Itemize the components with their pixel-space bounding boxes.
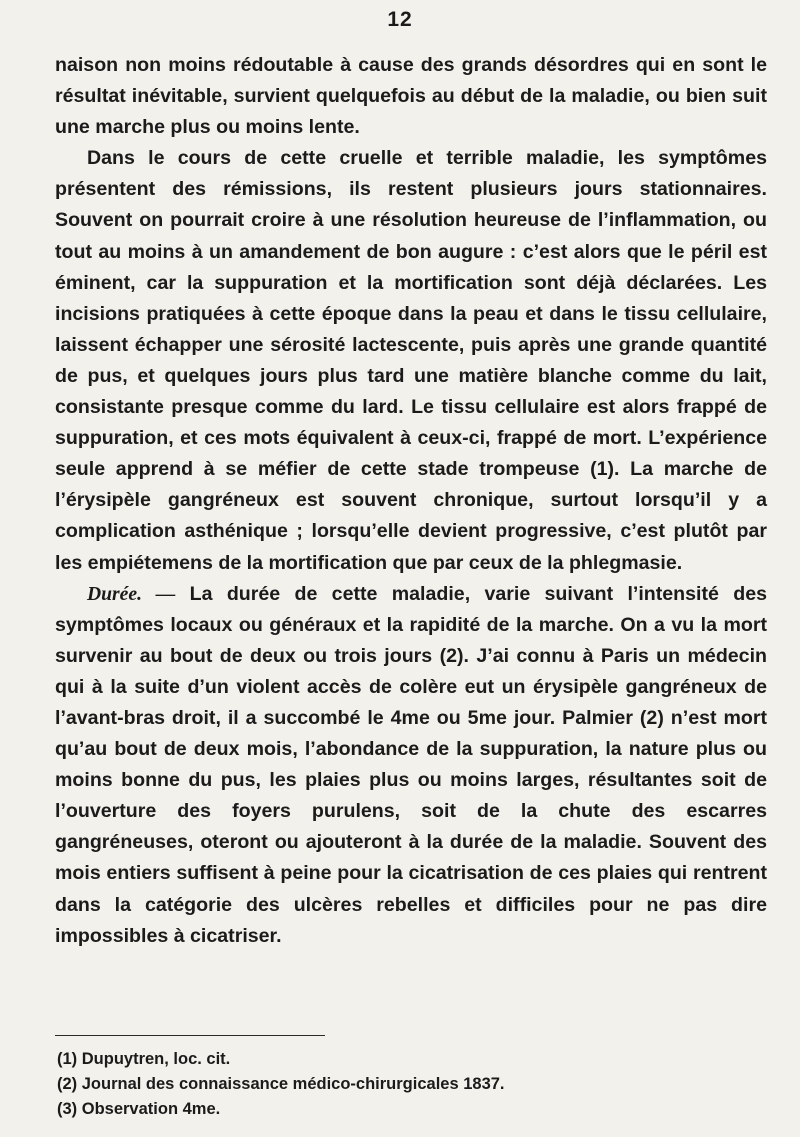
paragraph-duration <box>55 579 767 952</box>
footnote-2: (2) Journal des connaissance médico-chirurgicales 1837. <box>57 1075 505 1093</box>
footnote-1: (1) Dupuytren, loc. cit. <box>57 1050 231 1068</box>
section-heading-duree: Durée. — <box>87 583 176 605</box>
footnotes <box>57 1047 757 1122</box>
page-number: 12 <box>387 8 413 31</box>
footnote-3: (3) Observation 4me. <box>57 1100 221 1118</box>
body-text <box>55 50 767 952</box>
footnote-divider <box>55 1035 325 1036</box>
paragraph-duration-text: La durée de cette maladie, varie suivant l’intensité des symptômes locaux ou généraux et la rapidité de la marche. On a vu la mort survenir au bout de deux ou trois jours (2). J’ai connu à Paris un médecin qui à la suite d’un violent accès de colère eut un érysipèle gangréneux de l’avant-bras droit, il a succombé le 4me ou 5me jour. Palmier (2) n’est mort qu’au bout de deux mois, l’abondance de la suppuration, la nature plus ou moins bonne du pus, les plaies plus ou moins larges, résultantes soit de l’ouverture des foyers purulens, soit de la chute des escarres gangréneuses, oteront ou ajouteront à la durée de la maladie. Souvent des mois entiers suffisent à peine pour la cicatrisation de ces plaies qui rentrent dans la catégorie des ulcères rebelles et difficiles pour ne pas dire impossibles à cicatriser. <box>55 582 767 947</box>
paragraph-continuation: naison non moins rédoutable à cause des grands désordres qui en sont le résultat inévitable, survient quelquefois au début de la maladie, ou bien suit une marche plus ou moins lente. <box>55 54 767 139</box>
paragraph-course: Dans le cours de cette cruelle et terrible maladie, les symptômes présentent des rémissions, ils restent plusieurs jours stationnaires. Souvent on pourrait croire à une résolution heureuse de l’inflammation, ou tout au moins à un amandement de bon augure : c’est alors que le péril est éminent, car la suppuration et la mortification sont déjà déclarées. Les incisions pratiquées à cette époque dans la peau et dans le tissu cellulaire, laissent échapper une sérosité lactescente, puis après une grande quantité de pus, et quelques jours plus tard une matière blanche comme du lait, consistante presque comme du lard. Le tissu cellulaire est alors frappé de suppuration, et ces mots équivalent à ceux-ci, frappé de mort. L’expérience seule apprend à se méfier de cette stade trompeuse (1). La marche de l’érysipèle gangréneux est souvent chronique, surtout lorsqu’il y a complication asthénique ; lorsqu’elle devient progressive, c’est plutôt par les empiétemens de la mortification que par ceux de la phlegmasie. <box>55 147 767 574</box>
